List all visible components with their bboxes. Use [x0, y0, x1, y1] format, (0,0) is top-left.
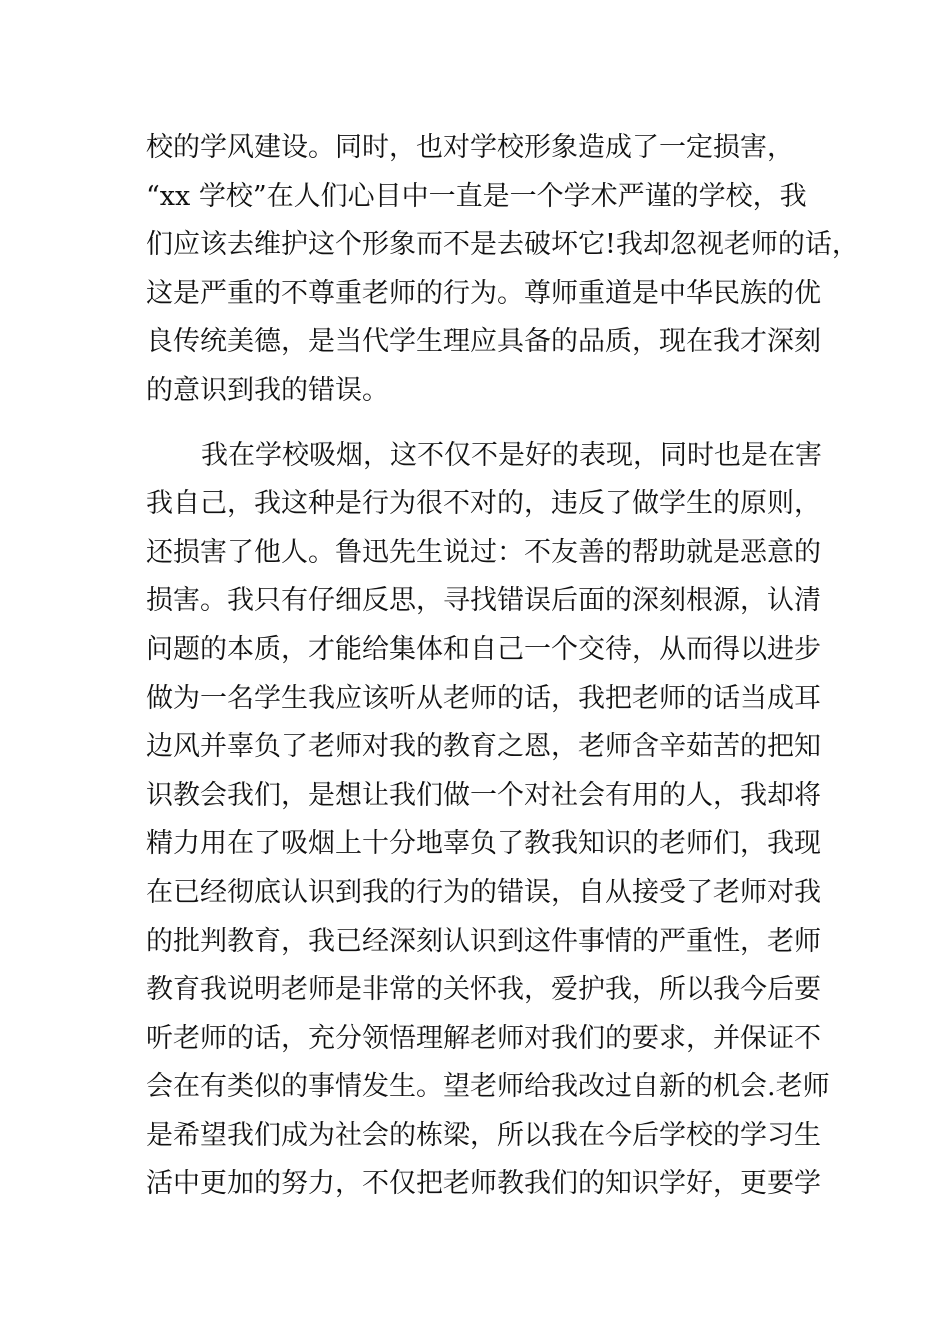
- paragraph-gap: [146, 416, 826, 432]
- paragraph-line: 会在有类似的事情发生。望老师给我改过自新的机会.老师: [146, 1071, 830, 1103]
- paragraph-2: [146, 432, 830, 1210]
- paragraph-line: 的批判教育，我已经深刻认识到这件事情的严重性，老师: [146, 925, 821, 957]
- paragraph-line: 校的学风建设。同时，也对学校形象造成了一定损害，: [146, 132, 794, 163]
- paragraph-line: 损害。我只有仔细反思，寻找错误后面的深刻根源，认清: [146, 585, 821, 617]
- paragraph-line: 识教会我们，是想让我们做一个对社会有用的人，我却将: [146, 779, 821, 811]
- paragraph-line: 是希望我们成为社会的栋梁，所以我在今后学校的学习生: [146, 1119, 821, 1151]
- paragraph-1: [146, 124, 859, 416]
- paragraph-line: 教育我说明老师是非常的关怀我，爱护我，所以我今后要: [146, 974, 821, 1006]
- paragraph-line: 我在学校吸烟，这不仅不是好的表现，同时也是在害: [201, 439, 822, 471]
- paragraph-line: 活中更加的努力，不仅把老师教我们的知识学好，更要学: [146, 1168, 821, 1200]
- paragraph-line: “xx 学校”在人们心目中一直是一个学术严谨的学校，我: [146, 180, 807, 212]
- paragraph-line: 精力用在了吸烟上十分地辜负了教我知识的老师们，我现: [146, 828, 821, 860]
- paragraph-line: 问题的本质，才能给集体和自己一个交待，从而得以进步: [146, 633, 821, 665]
- paragraph-line: 边风并辜负了老师对我的教育之恩，老师含辛茹苦的把知: [146, 731, 821, 763]
- paragraph-line: 们应该去维护这个形象而不是去破坏它!我却忽视老师的话，: [146, 229, 859, 261]
- paragraph-line: 听老师的话，充分领悟理解老师对我们的要求，并保证不: [146, 1022, 821, 1054]
- paragraph-line: 良传统美德，是当代学生理应具备的品质，现在我才深刻: [146, 326, 821, 358]
- paragraph-line: 的意识到我的错误。: [146, 374, 389, 406]
- paragraph-line: 还损害了他人。鲁迅先生说过：不友善的帮助就是恶意的: [146, 536, 821, 568]
- paragraph-line: 这是严重的不尊重老师的行为。尊师重道是中华民族的优: [146, 277, 821, 309]
- paragraph-line: 做为一名学生我应该听从老师的话，我把老师的话当成耳: [146, 682, 821, 714]
- document-body: [146, 124, 859, 1209]
- paragraph-line: 我自己，我这种是行为很不对的，违反了做学生的原则，: [146, 488, 821, 520]
- paragraph-line: 在已经彻底认识到我的行为的错误，自从接受了老师对我: [146, 876, 821, 908]
